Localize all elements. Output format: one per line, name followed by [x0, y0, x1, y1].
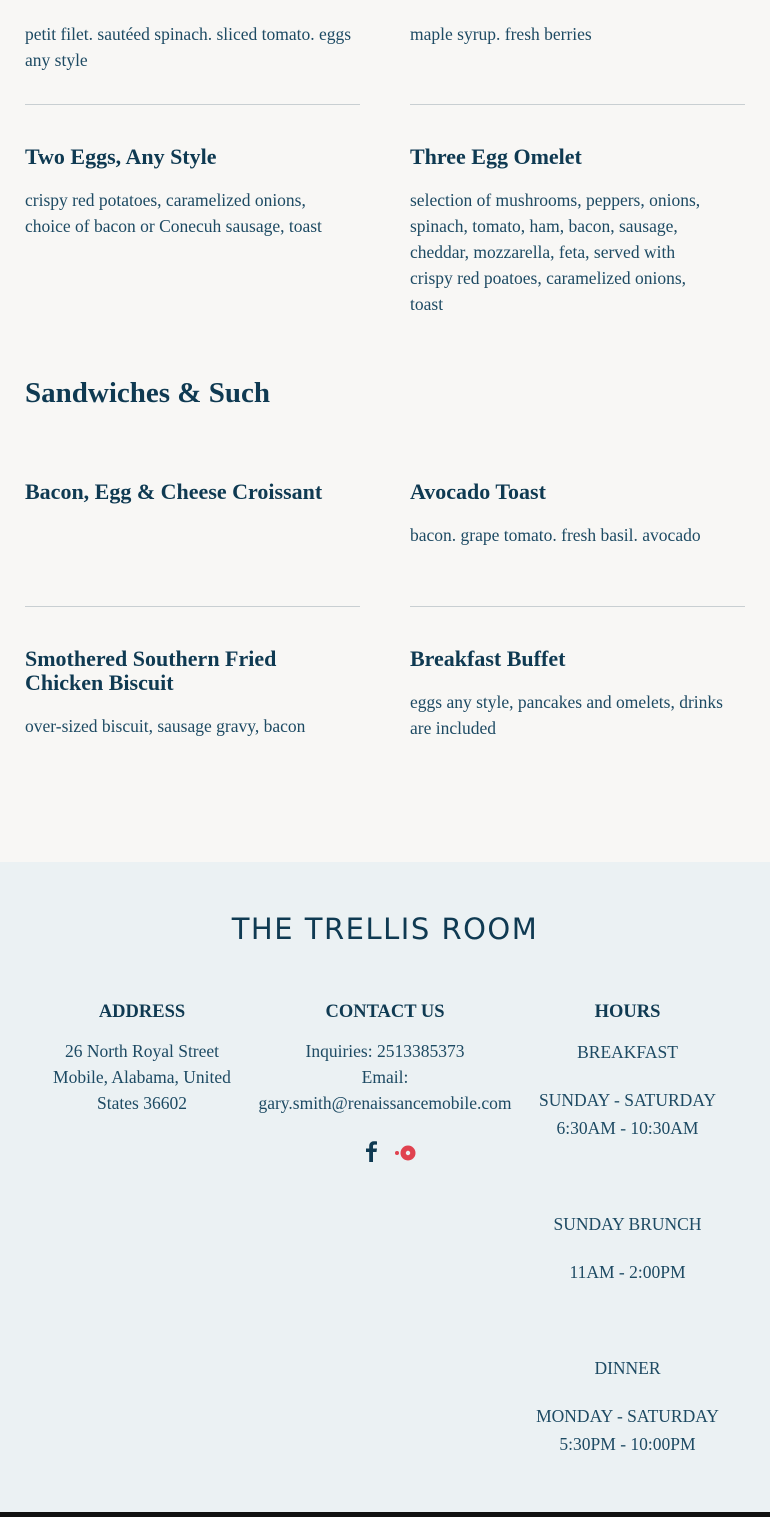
address-title: ADDRESS — [98, 1002, 186, 1022]
divider — [25, 606, 360, 607]
menu-item — [25, 647, 360, 739]
breakfast-time: 6:30AM - 10:30AM — [556, 1118, 699, 1138]
menu-item — [410, 21, 745, 47]
menu-item-description: selection of mushrooms, peppers, onions, spinach, tomato, ham, bacon, sausage, cheddar, mozzarella, feta, served with crispy red poatoes, caramelized onions, toast — [410, 190, 701, 314]
menu-item — [410, 145, 745, 317]
hours-title: HOURS — [594, 1002, 661, 1022]
menu-item-description: eggs any style, pancakes and omelets, drinks are included — [410, 692, 723, 738]
menu-item-description: over-sized biscuit, sausage gravy, bacon — [25, 716, 306, 736]
flickr-icon[interactable] — [394, 1144, 418, 1167]
facebook-icon[interactable] — [364, 1140, 378, 1167]
section-heading: Sandwiches & Such — [25, 377, 270, 409]
menu-item-description: crispy red potatoes, caramelized onions, choice of bacon or Conecuh sausage, toast — [25, 190, 322, 236]
menu-item-title: Avocado Toast — [410, 479, 546, 504]
brunch-label: SUNDAY BRUNCH — [553, 1214, 702, 1234]
divider — [25, 104, 360, 105]
address-line: Mobile, Alabama, United — [53, 1067, 231, 1087]
menu-item — [25, 480, 360, 504]
menu-item — [410, 480, 745, 548]
address-line: States 36602 — [97, 1093, 187, 1113]
breakfast-label: BREAKFAST — [577, 1042, 678, 1062]
dinner-time: 5:30PM - 10:00PM — [559, 1434, 696, 1454]
address-line: 26 North Royal Street — [64, 1041, 220, 1061]
menu-item-description: bacon. grape tomato. fresh basil. avocado — [410, 525, 701, 545]
address-column — [22, 1000, 262, 1116]
menu-item-title: Two Eggs, Any Style — [25, 144, 217, 169]
divider — [410, 606, 745, 607]
menu-item-description: petit filet. sautéed spinach. sliced tomato. eggs any style — [25, 24, 352, 70]
dinner-label: DINNER — [594, 1358, 661, 1378]
menu-item — [25, 21, 360, 73]
social-links — [364, 1140, 424, 1164]
menu-item-title: Bacon, Egg & Cheese Croissant — [25, 479, 323, 504]
contact-title: CONTACT US — [325, 1002, 445, 1022]
menu-item-title: Three Egg Omelet — [410, 144, 582, 169]
hours-column — [515, 1000, 740, 1458]
breakfast-days: SUNDAY - SATURDAY — [539, 1090, 716, 1110]
brunch-time: 11AM - 2:00PM — [569, 1262, 686, 1282]
menu-item — [25, 145, 360, 239]
menu-item — [410, 647, 745, 741]
menu-item-description: maple syrup. fresh berries — [410, 24, 592, 44]
menu-item-title: Smothered Southern Fried Chicken Biscuit — [25, 646, 277, 695]
email-link[interactable]: gary.smith@renaissancemobile.com — [258, 1093, 512, 1113]
menu-item-title: Breakfast Buffet — [410, 646, 566, 671]
phone-link[interactable]: Inquiries: 2513385373 — [305, 1041, 465, 1061]
brand-name: THE TRELLIS ROOM — [231, 912, 539, 946]
contact-column — [245, 1000, 525, 1116]
email-label: Email: — [361, 1067, 409, 1087]
bottom-bar — [0, 1512, 770, 1517]
divider — [410, 104, 745, 105]
dinner-days: MONDAY - SATURDAY — [536, 1406, 719, 1426]
